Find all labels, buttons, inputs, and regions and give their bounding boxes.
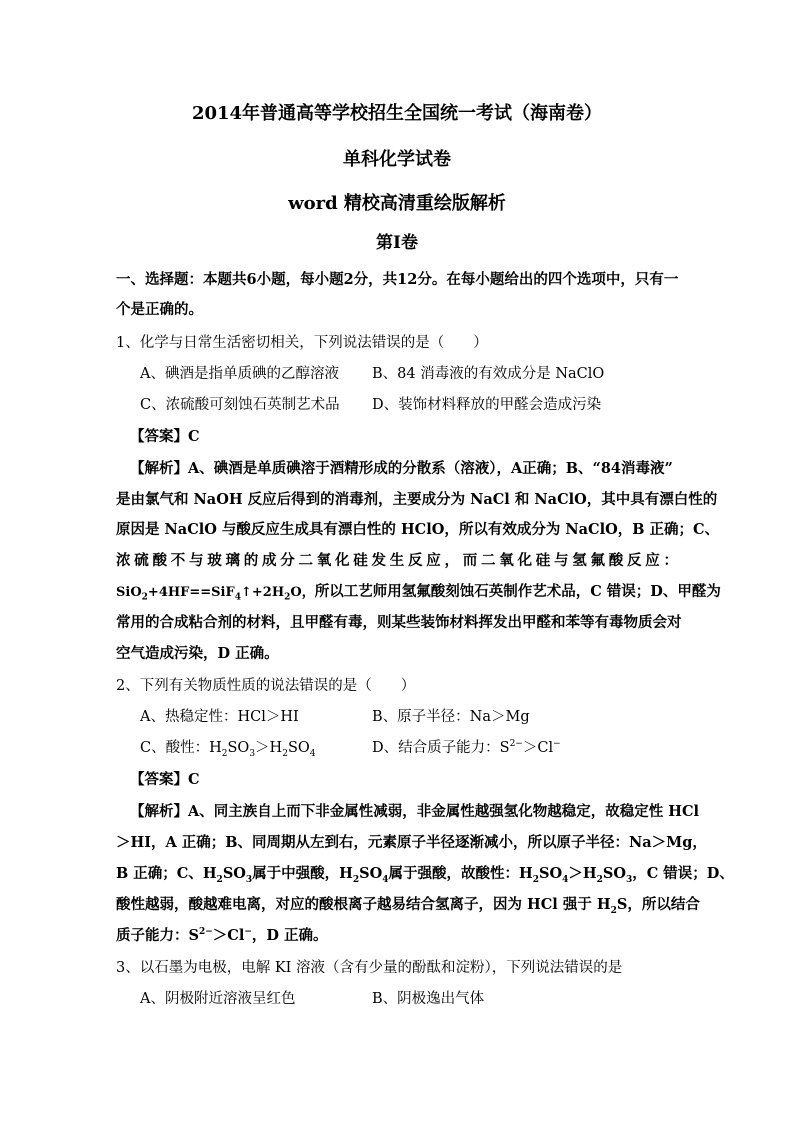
section-instructions-line1: 一、选择题：本题共6小题，每小题2分，共12分。在每小题给出的四个选项中，只有一: [116, 271, 679, 288]
question-1-analysis-line3: 原因是 NaClO 与酸反应生成具有漂白性的 HClO，所以有效成分为 NaClO，B 正确；C、: [116, 521, 720, 538]
exam-subtitle: 单科化学试卷: [343, 149, 451, 170]
question-1-answer: [130, 427, 200, 447]
question-2-analysis-line5: 质子能力：$S^{2-}>Cl^-$，D 正确。: [116, 927, 328, 944]
question-1-analysis-line7: 空气造成污染，D 正确。: [116, 645, 279, 662]
question-1-stem: 1、化学与日常生活密切相关，下列说法错误的是（ ）: [116, 335, 488, 351]
answer-label: 【答案】: [130, 428, 188, 445]
question-3-option-b: B、阴极逸出气体: [372, 991, 485, 1007]
question-2-answer: [130, 770, 200, 790]
question-1-analysis-line1: 【解析】A、碘酒是单质碘溶于酒精形成的分散系（溶液），A正确；B、“84消毒液”: [130, 460, 673, 477]
question-1-analysis-line4: 浓硫酸不与玻璃的成分二氧化硅发生反应，而二氧化硅与氢氟酸反应：: [116, 552, 678, 569]
question-1-analysis-line2: 是由氯气和 NaOH 反应后得到的消毒剂，主要成分为 NaCl 和 NaClO，其中具有漂白性的: [116, 491, 718, 508]
exam-title: 2014年普通高等学校招生全国统一考试（海南卷）: [191, 103, 603, 124]
question-2-analysis-line1: 【解析】A、同主族自上而下非金属性减弱，非金属性越强氢化物越稳定，故稳定性 HCl: [130, 803, 700, 820]
question-3-stem: 3、以石墨为电极，电解 KI 溶液（含有少量的酚酞和淀粉），下列说法错误的是: [116, 960, 623, 976]
question-2-analysis-line4: 酸性越弱，酸越难电离，对应的酸根离子越易结合氢离子，因为 HCl 强于 $H_2S$，所以结合: [116, 896, 700, 916]
question-1-analysis-line5: $SiO_2+4HF==SiF_4↑+2H_2O$，所以工艺师用氢氟酸刻蚀石英制作艺术品，C 错误；D、甲醛为: [116, 583, 721, 603]
question-1-analysis-line6: 常用的合成粘合剂的材料，且甲醛有毒，则某些装饰材料挥发出甲醛和苯等有毒物质会对: [116, 614, 682, 631]
exam-edition-note: word 精校高清重绘版解析: [288, 193, 506, 214]
analysis-label: 【解析】: [130, 460, 188, 477]
question-1-option-a: A、碘酒是指单质碘的乙醇溶液: [140, 366, 339, 382]
question-2-option-d: D、结合质子能力：$S^{2-}>Cl^-$: [372, 739, 561, 756]
answer-label: 【答案】: [130, 771, 188, 788]
question-1-option-d: D、装饰材料释放的甲醛会造成污染: [372, 397, 602, 413]
chemical-equation: $SiO_2+4HF==SiF_4↑+2H_2O$，: [116, 585, 315, 603]
section-heading: 第Ⅰ卷: [376, 233, 418, 253]
section-instructions-line2: 个是正确的。: [116, 301, 203, 318]
question-2-analysis-line3: B 正确；C、$H_2SO_3$属于中强酸，$H_2SO_4$属于强酸，故酸性：$H_2SO_4>H_2SO_3$，C 错误；D、: [116, 865, 734, 885]
question-3-option-a: A、阴极附近溶液呈红色: [140, 991, 296, 1007]
question-2-stem: 2、下列有关物质性质的说法错误的是（ ）: [116, 678, 416, 694]
question-2-option-a: A、热稳定性：HCl＞HI: [140, 709, 299, 725]
question-1-option-b: B、84 消毒液的有效成分是 NaClO: [372, 366, 605, 382]
question-2-analysis-line2: ＞HI，A 正确；B、同周期从左到右，元素原子半径逐渐减小，所以原子半径：Na＞Mg，: [116, 834, 707, 851]
answer-value: C: [188, 428, 200, 445]
answer-value: C: [188, 771, 200, 788]
question-2-option-c: C、酸性：$H_2SO_3>H_2SO_4$: [140, 740, 316, 759]
question-2-option-b: B、原子半径：Na＞Mg: [372, 709, 530, 725]
analysis-label: 【解析】: [130, 803, 188, 820]
question-1-option-c: C、浓硫酸可刻蚀石英制艺术品: [140, 397, 340, 413]
